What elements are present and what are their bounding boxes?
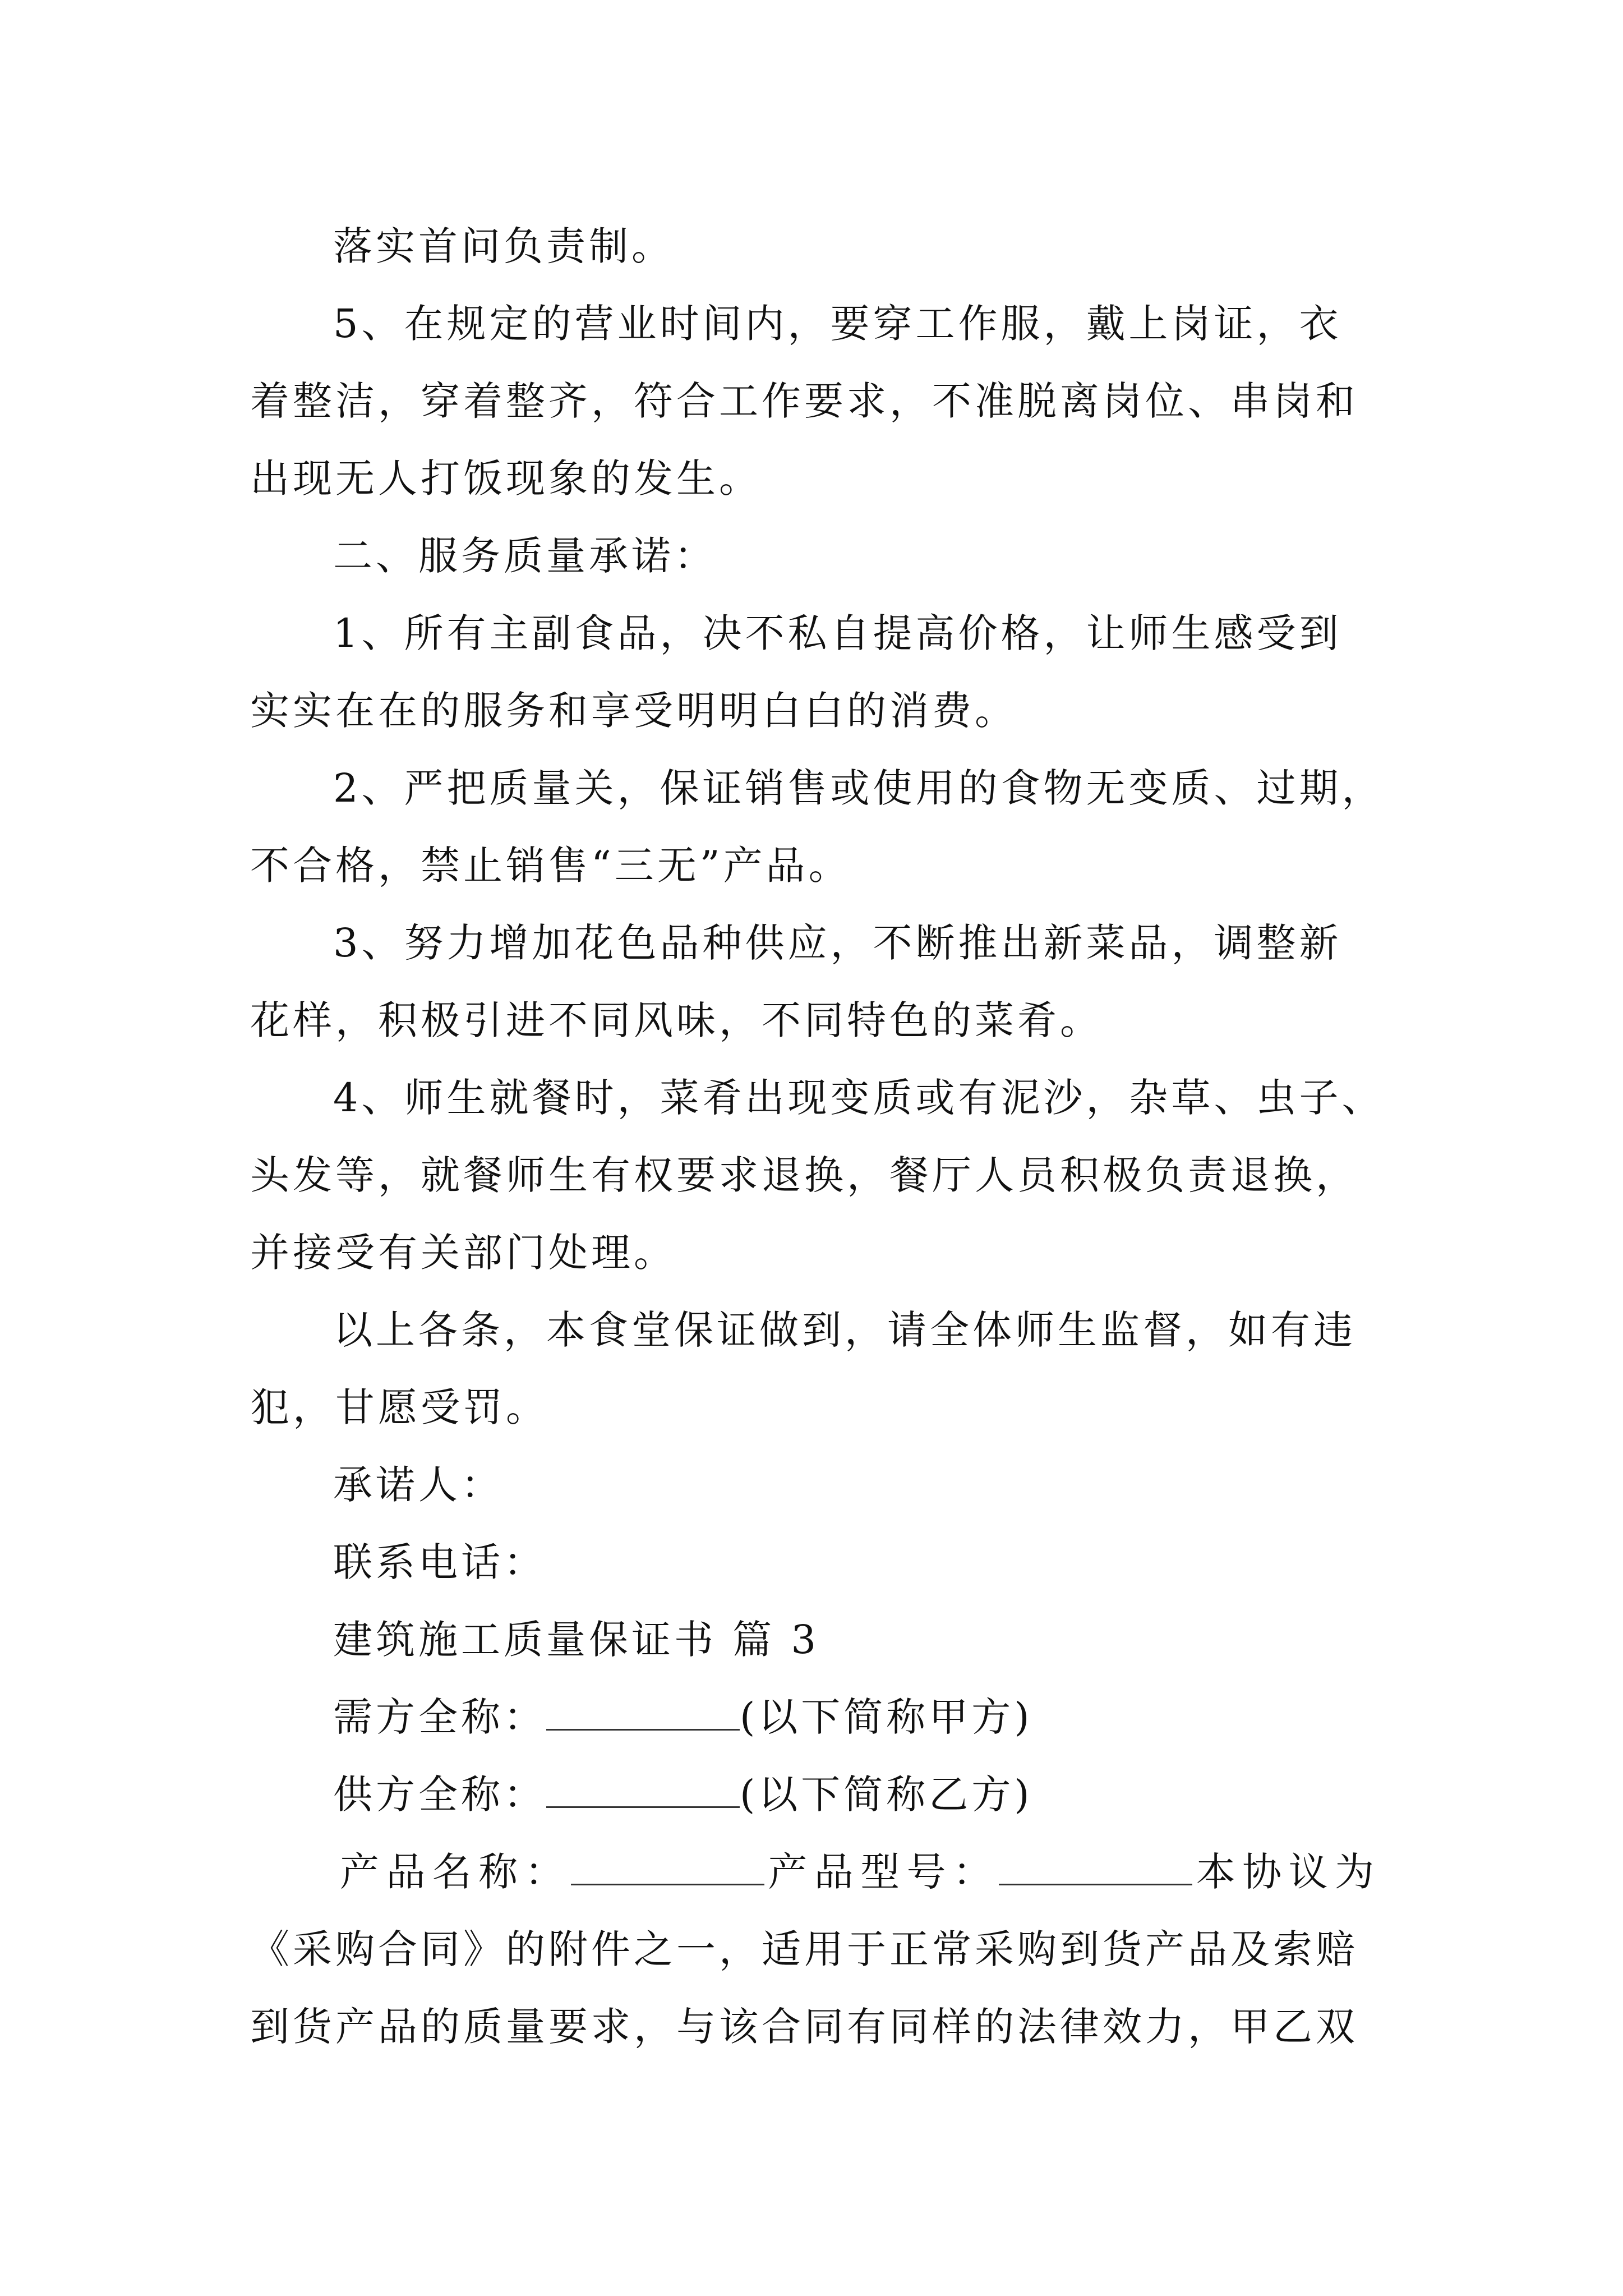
- paragraph-line: 着整洁，穿着整齐，符合工作要求，不准脱离岗位、串岗和: [250, 378, 1358, 424]
- product-info-line: [250, 1833, 1377, 1911]
- supplier-name-blank: [546, 1776, 740, 1808]
- supplier-name-line: [250, 1756, 1377, 1833]
- product-name-label: 产品名称：: [340, 1849, 571, 1895]
- buyer-name-label: 需方全称：: [333, 1694, 546, 1740]
- paragraph-line: 并接受有关部门处理。: [250, 1230, 676, 1276]
- paragraph-line: 落实首问负责制。: [333, 223, 674, 269]
- agreement-intro: 本协议为: [1192, 1849, 1378, 1895]
- paragraph-line: 犯，甘愿受罚。: [250, 1384, 548, 1430]
- paragraph-line: 2、严把质量关，保证销售或使用的食物无变质、过期，: [333, 765, 1385, 811]
- paragraph-line: 不合格，禁止销售“三无”产品。: [250, 843, 851, 889]
- supplier-name-suffix: (以下简称乙方): [740, 1772, 1033, 1818]
- section-heading: 二、服务质量承诺：: [333, 533, 717, 579]
- paragraph-line: 到货产品的质量要求，与该合同有同样的法律效力，甲乙双: [250, 2004, 1358, 2050]
- paragraph-line: 3、努力增加花色品种供应，不断推出新菜品，调整新: [333, 920, 1342, 966]
- paragraph-line: 4、师生就餐时，菜肴出现变质或有泥沙，杂草、虫子、: [333, 1075, 1385, 1121]
- paragraph-line: 实实在在的服务和享受明明白白的消费。: [250, 688, 1017, 734]
- supplier-name-label: 供方全称：: [333, 1772, 546, 1818]
- section-title: 建筑施工质量保证书 篇 3: [333, 1617, 820, 1663]
- product-name-blank: [571, 1853, 764, 1885]
- paragraph-line: 《采购合同》的附件之一，适用于正常采购到货产品及索赔: [250, 1926, 1358, 1972]
- paragraph-line: 1、所有主副食品，决不私自提高价格，让师生感受到: [333, 610, 1342, 656]
- buyer-name-suffix: (以下简称甲方): [740, 1694, 1033, 1740]
- buyer-name-line: [250, 1678, 1377, 1756]
- paragraph-line: 5、在规定的营业时间内，要穿工作服，戴上岗证，衣: [333, 301, 1342, 347]
- paragraph-line: 花样，积极引进不同风味，不同特色的菜肴。: [250, 997, 1103, 1043]
- contact-phone-label: 联系电话：: [333, 1539, 546, 1585]
- paragraph-line: 头发等，就餐师生有权要求退换，餐厅人员积极负责退换，: [250, 1152, 1358, 1198]
- paragraph-line: 以上各条，本食堂保证做到，请全体师生监督，如有违: [333, 1307, 1356, 1353]
- product-model-blank: [999, 1853, 1192, 1885]
- document-page: [250, 208, 1385, 2065]
- product-model-label: 产品型号：: [764, 1849, 999, 1895]
- promisor-label: 承诺人：: [333, 1462, 504, 1508]
- buyer-name-blank: [546, 1699, 740, 1731]
- paragraph-line: 出现无人打饭现象的发生。: [250, 455, 762, 501]
